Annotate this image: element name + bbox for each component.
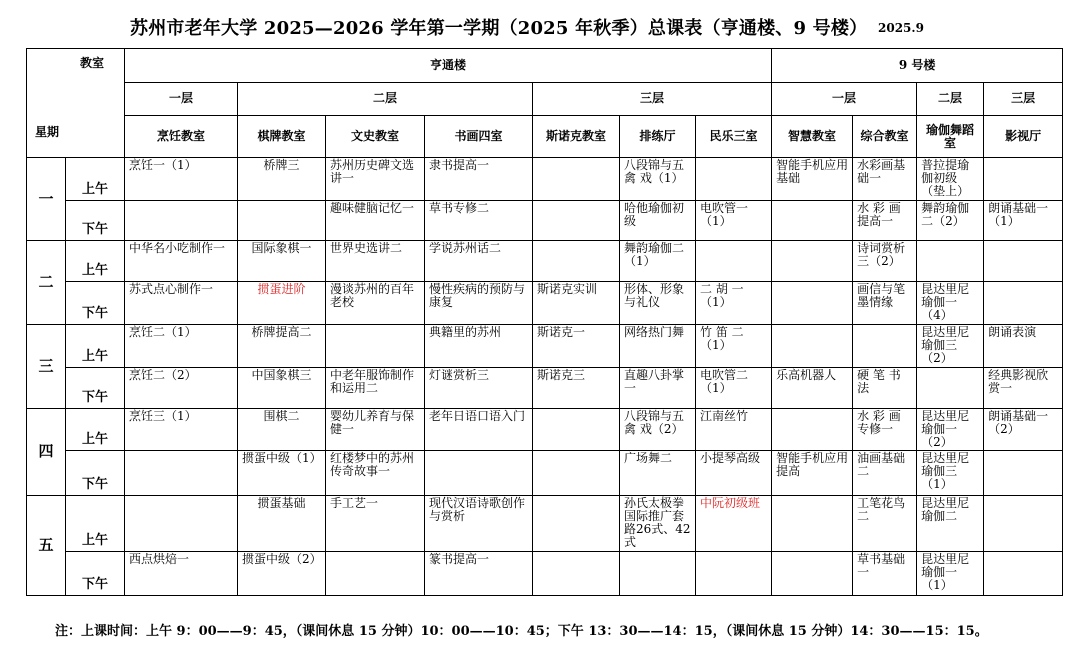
schedule-row xyxy=(27,408,1063,451)
course-cell xyxy=(772,325,853,368)
course-cell: 电吹管二（1） xyxy=(696,367,772,408)
course-cell xyxy=(984,496,1063,552)
course-cell: 篆书提高一 xyxy=(425,552,533,596)
course-cell: 二 胡 一（1） xyxy=(696,282,772,325)
course-cell: 典籍里的苏州 xyxy=(425,325,533,368)
course-cell: 形体、形象与礼仪 xyxy=(620,282,696,325)
course-cell: 桥牌三 xyxy=(238,157,326,200)
course-cell: 掼蛋中级（2） xyxy=(238,552,326,596)
half-day-label: 下午 xyxy=(66,200,125,241)
course-cell xyxy=(425,451,533,496)
schedule-body xyxy=(27,49,1063,596)
room-header: 文史教室 xyxy=(326,116,425,158)
course-cell: 烹饪二（2） xyxy=(125,367,238,408)
course-cell xyxy=(533,408,620,451)
course-cell: 画信与笔墨情缘 xyxy=(853,282,917,325)
course-cell: 昆达里尼瑜伽一（4） xyxy=(917,282,984,325)
schedule-row xyxy=(27,282,1063,325)
course-cell xyxy=(125,200,238,241)
floor-header: 三层 xyxy=(984,82,1063,116)
course-cell xyxy=(533,552,620,596)
course-cell: 斯诺克实训 xyxy=(533,282,620,325)
course-cell xyxy=(984,552,1063,596)
half-day-label: 上午 xyxy=(66,157,125,200)
corner-room-label: 教室 xyxy=(79,56,104,70)
course-cell: 中阮初级班 xyxy=(696,496,772,552)
course-cell: 八段锦与五 禽 戏（1） xyxy=(620,157,696,200)
course-cell xyxy=(533,496,620,552)
course-cell: 灯谜赏析三 xyxy=(425,367,533,408)
room-header: 书画四室 xyxy=(425,116,533,158)
half-day-label: 下午 xyxy=(66,367,125,408)
course-cell xyxy=(696,241,772,282)
floor-row xyxy=(27,82,1063,116)
course-cell: 隶书提高一 xyxy=(425,157,533,200)
course-cell: 普拉提瑜伽初级（垫上） xyxy=(917,157,984,200)
floor-header: 一层 xyxy=(772,82,917,116)
course-cell: 电吹管一（1） xyxy=(696,200,772,241)
day-label: 三 xyxy=(27,325,66,409)
room-header: 综合教室 xyxy=(853,116,917,158)
course-cell: 智能手机应用提高 xyxy=(772,451,853,496)
course-cell: 现代汉语诗歌创作与赏析 xyxy=(425,496,533,552)
course-cell: 舞韵瑜伽二（1） xyxy=(620,241,696,282)
page-title: 苏州市老年大学 2025—2026 学年第一学期（2025 年秋季）总课表（亨通楼、9 号楼） xyxy=(130,18,868,39)
course-cell: 烹饪二（1） xyxy=(125,325,238,368)
course-cell: 学说苏州话二 xyxy=(425,241,533,282)
room-header: 民乐三室 xyxy=(696,116,772,158)
course-cell: 老年日语口语入门 xyxy=(425,408,533,451)
course-cell: 掼蛋进阶 xyxy=(238,282,326,325)
course-cell xyxy=(238,200,326,241)
course-cell: 婴幼儿养育与保健一 xyxy=(326,408,425,451)
half-day-label: 下午 xyxy=(66,282,125,325)
course-cell xyxy=(533,200,620,241)
course-cell: 竹 笛 二（1） xyxy=(696,325,772,368)
course-cell: 哈他瑜伽初级 xyxy=(620,200,696,241)
course-cell xyxy=(533,241,620,282)
course-cell: 经典影视欣赏一 xyxy=(984,367,1063,408)
room-header: 斯诺克教室 xyxy=(533,116,620,158)
course-cell: 掼蛋中级（1） xyxy=(238,451,326,496)
course-cell xyxy=(696,552,772,596)
course-cell: 昆达里尼瑜伽三（2） xyxy=(917,325,984,368)
course-cell xyxy=(772,241,853,282)
course-cell: 烹饪三（1） xyxy=(125,408,238,451)
course-cell: 斯诺克一 xyxy=(533,325,620,368)
course-cell: 昆达里尼瑜伽一（2） xyxy=(917,408,984,451)
half-day-label: 下午 xyxy=(66,451,125,496)
course-cell: 烹饪一（1） xyxy=(125,157,238,200)
course-cell: 孙氏太极拳国际推广套路26式、42式 xyxy=(620,496,696,552)
course-cell: 西点烘焙一 xyxy=(125,552,238,596)
course-cell xyxy=(326,325,425,368)
day-label: 五 xyxy=(27,496,66,596)
half-day-label: 上午 xyxy=(66,408,125,451)
building-hengtong: 亨通楼 xyxy=(125,49,772,83)
course-cell: 红楼梦中的苏州传奇故事一 xyxy=(326,451,425,496)
course-cell: 掼蛋基础 xyxy=(238,496,326,552)
course-cell: 昆达里尼瑜伽一（1） xyxy=(917,552,984,596)
course-cell: 中华名小吃制作一 xyxy=(125,241,238,282)
schedule-table xyxy=(26,48,1063,596)
course-cell: 八段锦与五 禽 戏（2） xyxy=(620,408,696,451)
course-cell xyxy=(984,451,1063,496)
course-cell xyxy=(984,157,1063,200)
course-cell: 围棋二 xyxy=(238,408,326,451)
floor-header: 二层 xyxy=(238,82,533,116)
course-cell xyxy=(772,408,853,451)
course-cell xyxy=(772,496,853,552)
course-cell: 草书专修二 xyxy=(425,200,533,241)
schedule-row xyxy=(27,241,1063,282)
course-cell xyxy=(853,325,917,368)
course-cell: 网络热门舞 xyxy=(620,325,696,368)
course-cell: 手工艺一 xyxy=(326,496,425,552)
course-cell xyxy=(696,157,772,200)
date-label: 2025.9 xyxy=(878,21,924,35)
course-cell: 诗词赏析三（2） xyxy=(853,241,917,282)
day-label: 二 xyxy=(27,241,66,325)
course-cell: 朗诵基础一（1） xyxy=(984,200,1063,241)
course-cell: 乐高机器人 xyxy=(772,367,853,408)
half-day-label: 上午 xyxy=(66,325,125,368)
course-cell xyxy=(917,241,984,282)
course-cell: 桥牌提高二 xyxy=(238,325,326,368)
course-cell: 水 彩 画提高一 xyxy=(853,200,917,241)
course-cell: 中老年服饰制作和运用二 xyxy=(326,367,425,408)
course-cell: 苏州历史碑文选讲一 xyxy=(326,157,425,200)
schedule-row xyxy=(27,157,1063,200)
course-cell xyxy=(125,496,238,552)
room-header: 影视厅 xyxy=(984,116,1063,158)
building-9: 9 号楼 xyxy=(772,49,1063,83)
floor-header: 一层 xyxy=(125,82,238,116)
schedule-row xyxy=(27,552,1063,596)
course-cell xyxy=(917,367,984,408)
course-cell: 朗诵表演 xyxy=(984,325,1063,368)
course-cell xyxy=(125,451,238,496)
class-time-note: 注：上课时间：上午 9：00——9：45，（课间休息 15 分钟）10：00——10：45；下午 13：30——14：15，（课间休息 15 分钟）14：30——15：15。 xyxy=(55,624,988,639)
course-cell: 油画基础二 xyxy=(853,451,917,496)
course-cell: 直趣八卦掌一 xyxy=(620,367,696,408)
schedule-row xyxy=(27,496,1063,552)
course-cell xyxy=(620,552,696,596)
room-header: 排练厅 xyxy=(620,116,696,158)
header-corner xyxy=(27,49,125,158)
course-cell: 草书基础一 xyxy=(853,552,917,596)
course-cell: 漫谈苏州的百年老校 xyxy=(326,282,425,325)
course-cell xyxy=(772,282,853,325)
course-cell xyxy=(984,282,1063,325)
floor-header: 二层 xyxy=(917,82,984,116)
course-cell: 昆达里尼瑜伽二 xyxy=(917,496,984,552)
course-cell: 水彩画基础一 xyxy=(853,157,917,200)
course-cell: 水 彩 画专修一 xyxy=(853,408,917,451)
course-cell: 中国象棋三 xyxy=(238,367,326,408)
course-cell: 苏式点心制作一 xyxy=(125,282,238,325)
schedule-row xyxy=(27,200,1063,241)
building-row xyxy=(27,49,1063,83)
course-cell xyxy=(533,451,620,496)
course-cell: 工笔花鸟二 xyxy=(853,496,917,552)
course-cell xyxy=(772,552,853,596)
half-day-label: 上午 xyxy=(66,241,125,282)
course-cell xyxy=(984,241,1063,282)
schedule-row xyxy=(27,451,1063,496)
course-cell: 斯诺克三 xyxy=(533,367,620,408)
course-cell: 江南丝竹 xyxy=(696,408,772,451)
corner-week-label: 星期 xyxy=(35,124,60,139)
room-row xyxy=(27,116,1063,158)
course-cell: 智能手机应用基础 xyxy=(772,157,853,200)
course-cell xyxy=(326,552,425,596)
day-label: 一 xyxy=(27,157,66,241)
room-header: 棋牌教室 xyxy=(238,116,326,158)
course-cell: 朗诵基础一（2） xyxy=(984,408,1063,451)
course-cell: 昆达里尼瑜伽三（1） xyxy=(917,451,984,496)
course-cell: 硬 笔 书法 xyxy=(853,367,917,408)
course-cell xyxy=(772,200,853,241)
room-header: 瑜伽舞蹈室 xyxy=(917,116,984,158)
course-cell xyxy=(533,157,620,200)
course-cell: 世界史选讲二 xyxy=(326,241,425,282)
course-cell: 慢性疾病的预防与康复 xyxy=(425,282,533,325)
schedule-row xyxy=(27,325,1063,368)
half-day-label: 下午 xyxy=(66,552,125,596)
course-cell: 国际象棋一 xyxy=(238,241,326,282)
room-header: 烹饪教室 xyxy=(125,116,238,158)
course-cell: 舞韵瑜伽二（2） xyxy=(917,200,984,241)
day-label: 四 xyxy=(27,408,66,496)
schedule-row xyxy=(27,367,1063,408)
course-cell: 趣味健脑记忆一 xyxy=(326,200,425,241)
half-day-label: 上午 xyxy=(66,496,125,552)
room-header: 智慧教室 xyxy=(772,116,853,158)
title-row xyxy=(0,14,1080,44)
floor-header: 三层 xyxy=(533,82,772,116)
course-cell: 小提琴高级 xyxy=(696,451,772,496)
course-cell: 广场舞二 xyxy=(620,451,696,496)
